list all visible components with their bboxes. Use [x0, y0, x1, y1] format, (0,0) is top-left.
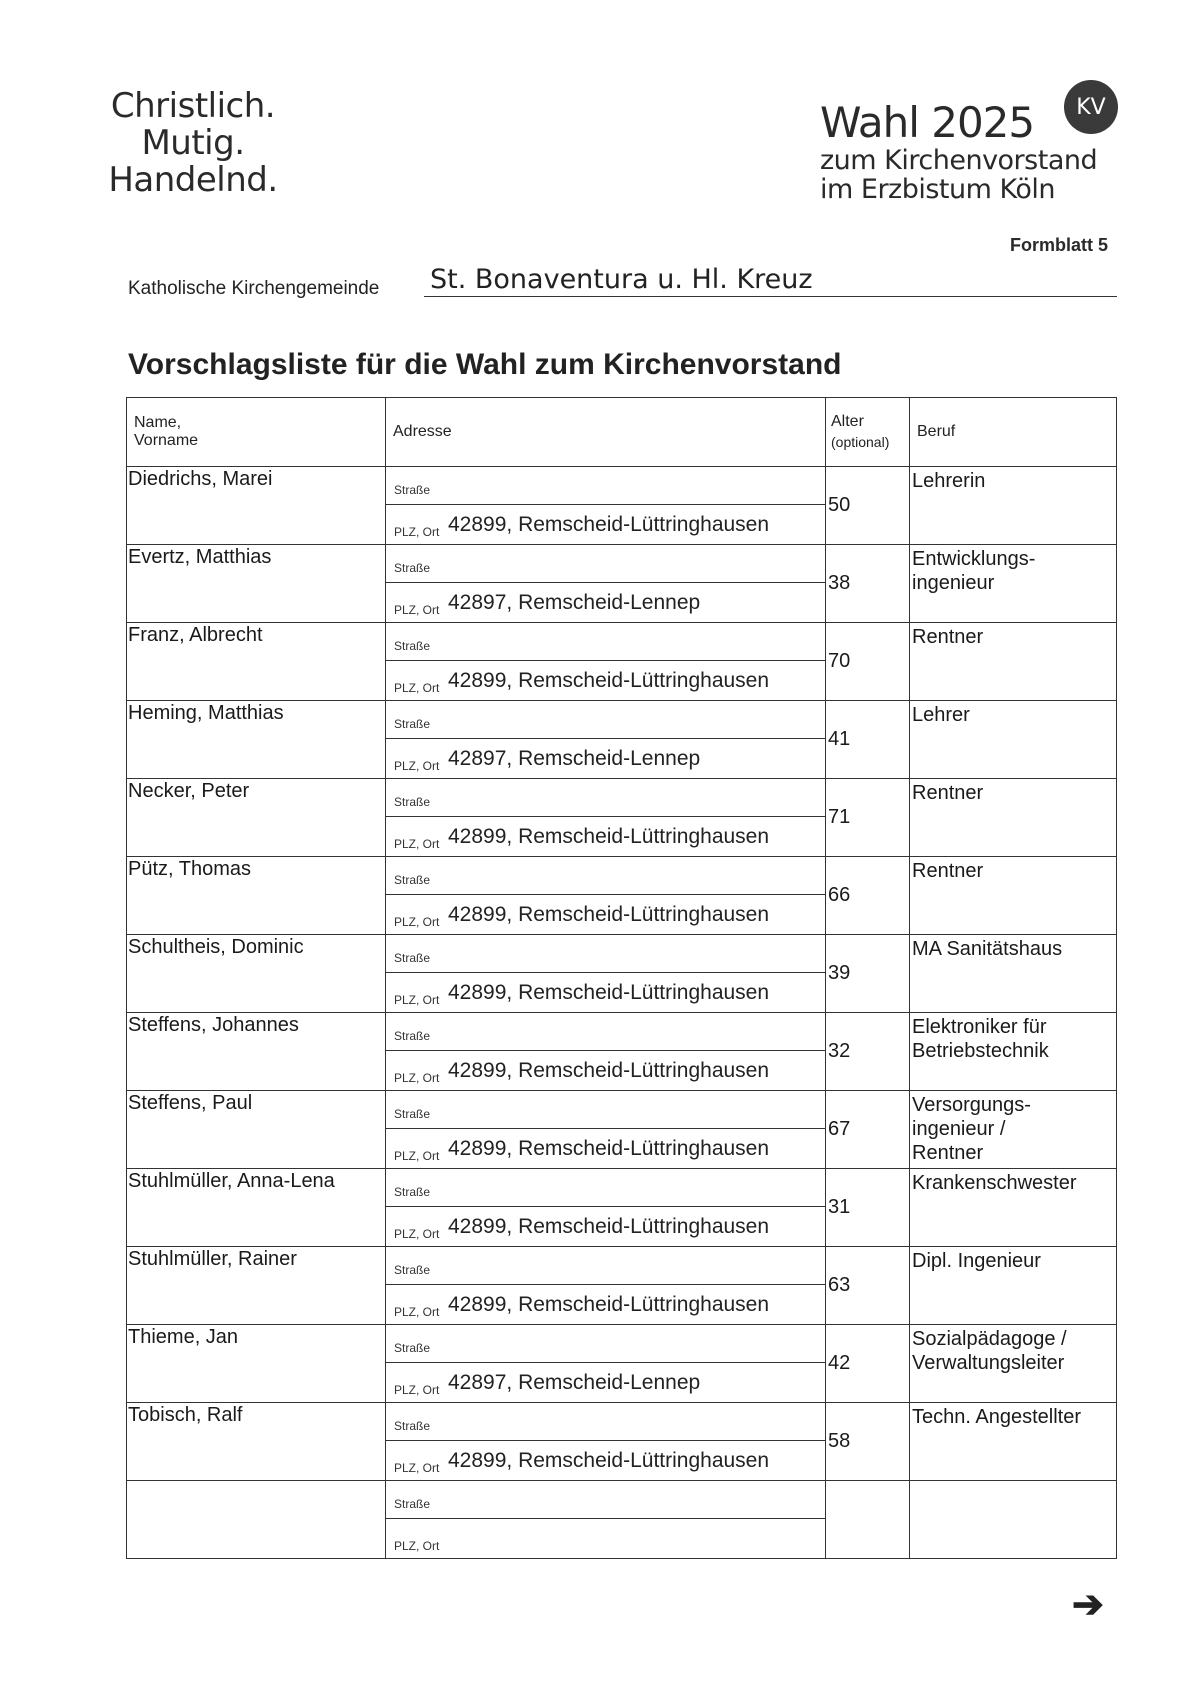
candidate-address	[386, 935, 826, 1013]
city-label: PLZ, Ort	[394, 525, 440, 539]
city-field[interactable]	[386, 817, 825, 854]
candidate-name[interactable]: Evertz, Matthias	[127, 545, 386, 623]
city-field[interactable]	[386, 583, 825, 620]
candidate-job[interactable]: Versorgungs- ingenieur / Rentner	[910, 1091, 1117, 1169]
header-name-line1: Name,	[134, 414, 182, 431]
street-label: Straße	[394, 1419, 431, 1433]
header-age	[826, 398, 910, 467]
city-field[interactable]	[386, 1051, 825, 1088]
street-label: Straße	[394, 1185, 431, 1199]
candidate-name[interactable]: Steffens, Johannes	[127, 1013, 386, 1091]
city-label: PLZ, Ort	[394, 915, 440, 929]
street-field[interactable]	[386, 1013, 825, 1051]
city-label: PLZ, Ort	[394, 1461, 440, 1475]
candidate-address	[386, 1247, 826, 1325]
city-value: 42899, Remscheid-Lüttringhausen	[448, 825, 770, 848]
city-value: 42899, Remscheid-Lüttringhausen	[448, 1059, 770, 1082]
kv-badge: KV	[1064, 80, 1118, 134]
city-label: PLZ, Ort	[394, 1071, 440, 1085]
city-field[interactable]	[386, 973, 825, 1010]
table-row	[127, 1013, 1117, 1091]
street-field[interactable]	[386, 1247, 825, 1285]
candidate-address	[386, 1169, 826, 1247]
candidate-job[interactable]	[910, 1481, 1117, 1559]
header-name-line2: Vorname	[134, 432, 199, 449]
city-label: PLZ, Ort	[394, 1305, 440, 1319]
city-field[interactable]	[386, 661, 825, 698]
street-field[interactable]	[386, 545, 825, 583]
parish-name-field[interactable]: St. Bonaventura u. Hl. Kreuz	[430, 264, 813, 295]
street-field[interactable]	[386, 1481, 825, 1519]
street-label: Straße	[394, 1029, 431, 1043]
street-label: Straße	[394, 1341, 431, 1355]
header-age-line2: (optional)	[831, 434, 890, 450]
city-value: 42897, Remscheid-Lennep	[448, 747, 701, 770]
candidate-address	[386, 779, 826, 857]
city-field[interactable]	[386, 1129, 825, 1166]
table-row	[127, 623, 1117, 701]
slogan-line-1: Christlich.	[110, 86, 276, 126]
table-row	[127, 1247, 1117, 1325]
candidate-address	[386, 623, 826, 701]
table-row	[127, 1325, 1117, 1403]
candidate-table	[126, 397, 1117, 1559]
street-field[interactable]	[386, 1091, 825, 1129]
street-field[interactable]	[386, 857, 825, 895]
candidate-job[interactable]: Elektroniker für Betriebstechnik	[910, 1013, 1117, 1091]
candidate-age[interactable]: 63	[826, 1247, 910, 1325]
city-value: 42899, Remscheid-Lüttringhausen	[448, 903, 770, 926]
street-field[interactable]	[386, 779, 825, 817]
header-job: Beruf	[910, 398, 1117, 467]
candidate-address	[386, 1013, 826, 1091]
page-title: Vorschlagsliste für die Wahl zum Kirchenvorstand	[128, 348, 842, 381]
candidate-age[interactable]: 71	[826, 779, 910, 857]
candidate-name[interactable]: Stuhlmüller, Rainer	[127, 1247, 386, 1325]
city-value: 42897, Remscheid-Lennep	[448, 591, 701, 614]
city-label: PLZ, Ort	[394, 681, 440, 695]
candidate-job[interactable]: Sozialpädagoge / Verwaltungsleiter	[910, 1325, 1117, 1403]
candidate-age[interactable]	[826, 1481, 910, 1559]
candidate-name[interactable]: Heming, Matthias	[127, 701, 386, 779]
slogan-logo	[78, 88, 308, 199]
street-label: Straße	[394, 873, 431, 887]
table-row	[127, 545, 1117, 623]
candidate-job[interactable]: Rentner	[910, 623, 1117, 701]
candidate-address	[386, 1091, 826, 1169]
election-logo	[820, 100, 1097, 204]
candidate-address	[386, 1325, 826, 1403]
candidate-address	[386, 857, 826, 935]
candidate-age[interactable]: 67	[826, 1091, 910, 1169]
candidate-job[interactable]: Krankenschwester	[910, 1169, 1117, 1247]
candidate-age[interactable]: 31	[826, 1169, 910, 1247]
street-label: Straße	[394, 951, 431, 965]
candidate-age[interactable]: 32	[826, 1013, 910, 1091]
street-label: Straße	[394, 717, 431, 731]
table-row	[127, 779, 1117, 857]
street-field[interactable]	[386, 623, 825, 661]
city-field[interactable]	[386, 1441, 825, 1478]
city-value: 42899, Remscheid-Lüttringhausen	[448, 669, 770, 692]
candidate-job[interactable]: Rentner	[910, 779, 1117, 857]
table-row	[127, 1091, 1117, 1169]
candidate-job[interactable]: Dipl. Ingenieur	[910, 1247, 1117, 1325]
street-field[interactable]	[386, 1325, 825, 1363]
candidate-age[interactable]: 39	[826, 935, 910, 1013]
header-age-line1: Alter	[831, 413, 864, 430]
city-label: PLZ, Ort	[394, 837, 440, 851]
candidate-address	[386, 467, 826, 545]
candidate-address	[386, 701, 826, 779]
city-field[interactable]	[386, 1363, 825, 1400]
candidate-age[interactable]: 58	[826, 1403, 910, 1481]
city-value: 42899, Remscheid-Lüttringhausen	[448, 513, 770, 536]
candidate-name[interactable]: Tobisch, Ralf	[127, 1403, 386, 1481]
candidate-job[interactable]: MA Sanitätshaus	[910, 935, 1117, 1013]
city-value: 42899, Remscheid-Lüttringhausen	[448, 1449, 770, 1472]
parish-label: Katholische Kirchengemeinde	[128, 278, 380, 299]
street-label: Straße	[394, 483, 431, 497]
candidate-address	[386, 545, 826, 623]
street-label: Straße	[394, 795, 431, 809]
candidate-name[interactable]: Steffens, Paul	[127, 1091, 386, 1169]
street-label: Straße	[394, 1107, 431, 1121]
candidate-name[interactable]: Diedrichs, Marei	[127, 467, 386, 545]
header-address: Adresse	[386, 398, 826, 467]
city-value: 42899, Remscheid-Lüttringhausen	[448, 1137, 770, 1160]
city-label: PLZ, Ort	[394, 1227, 440, 1241]
table-body	[127, 467, 1117, 1559]
city-field[interactable]	[386, 505, 825, 542]
city-label: PLZ, Ort	[394, 603, 440, 617]
candidate-age[interactable]: 41	[826, 701, 910, 779]
header-name	[127, 398, 386, 467]
city-label: PLZ, Ort	[394, 1383, 440, 1397]
candidate-age[interactable]: 38	[826, 545, 910, 623]
election-title: Wahl 2025	[820, 98, 1035, 147]
city-value: 42899, Remscheid-Lüttringhausen	[448, 981, 770, 1004]
city-field[interactable]	[386, 1285, 825, 1322]
slogan-line-2: Mutig.	[141, 123, 245, 163]
table-row	[127, 467, 1117, 545]
city-label: PLZ, Ort	[394, 759, 440, 773]
city-value: 42899, Remscheid-Lüttringhausen	[448, 1293, 770, 1316]
candidate-age[interactable]: 50	[826, 467, 910, 545]
street-field[interactable]	[386, 1403, 825, 1441]
candidate-name[interactable]: Necker, Peter	[127, 779, 386, 857]
table-row	[127, 1481, 1117, 1559]
street-label: Straße	[394, 1263, 431, 1277]
slogan-line-3: Handelnd.	[108, 160, 278, 200]
election-subtitle-1: zum Kirchenvorstand	[820, 145, 1098, 176]
street-label: Straße	[394, 639, 431, 653]
street-field[interactable]	[386, 1169, 825, 1207]
candidate-address	[386, 1481, 826, 1559]
candidate-job[interactable]: Rentner	[910, 857, 1117, 935]
table-row	[127, 1403, 1117, 1481]
city-field[interactable]	[386, 739, 825, 776]
city-field[interactable]	[386, 1519, 825, 1556]
candidate-age[interactable]: 66	[826, 857, 910, 935]
candidate-job[interactable]: Entwicklungs- ingenieur	[910, 545, 1117, 623]
street-label: Straße	[394, 561, 431, 575]
city-label: PLZ, Ort	[394, 993, 440, 1007]
candidate-age[interactable]: 70	[826, 623, 910, 701]
candidate-name[interactable]: Pütz, Thomas	[127, 857, 386, 935]
candidate-job[interactable]: Lehrerin	[910, 467, 1117, 545]
candidate-name[interactable]	[127, 1481, 386, 1559]
next-page-arrow-icon[interactable]: ➔	[1072, 1584, 1104, 1626]
table-header-row	[127, 398, 1117, 467]
street-field[interactable]	[386, 935, 825, 973]
city-value: 42899, Remscheid-Lüttringhausen	[448, 1215, 770, 1238]
city-label: PLZ, Ort	[394, 1539, 440, 1553]
candidate-age[interactable]: 42	[826, 1325, 910, 1403]
table-row	[127, 857, 1117, 935]
candidate-name[interactable]: Thieme, Jan	[127, 1325, 386, 1403]
table-row	[127, 701, 1117, 779]
form-number: Formblatt 5	[1010, 235, 1109, 255]
city-label: PLZ, Ort	[394, 1149, 440, 1163]
parish-underline	[424, 296, 1117, 297]
street-label: Straße	[394, 1497, 431, 1511]
candidate-name[interactable]: Schultheis, Dominic	[127, 935, 386, 1013]
city-field[interactable]	[386, 1207, 825, 1244]
candidate-address	[386, 1403, 826, 1481]
street-field[interactable]	[386, 467, 825, 505]
election-subtitle-2: im Erzbistum Köln	[820, 174, 1056, 205]
city-field[interactable]	[386, 895, 825, 932]
candidate-name[interactable]: Stuhlmüller, Anna-Lena	[127, 1169, 386, 1247]
city-value: 42897, Remscheid-Lennep	[448, 1371, 701, 1394]
table-row	[127, 935, 1117, 1013]
candidate-job[interactable]: Techn. Angestellter	[910, 1403, 1117, 1481]
street-field[interactable]	[386, 701, 825, 739]
table-row	[127, 1169, 1117, 1247]
candidate-name[interactable]: Franz, Albrecht	[127, 623, 386, 701]
candidate-job[interactable]: Lehrer	[910, 701, 1117, 779]
